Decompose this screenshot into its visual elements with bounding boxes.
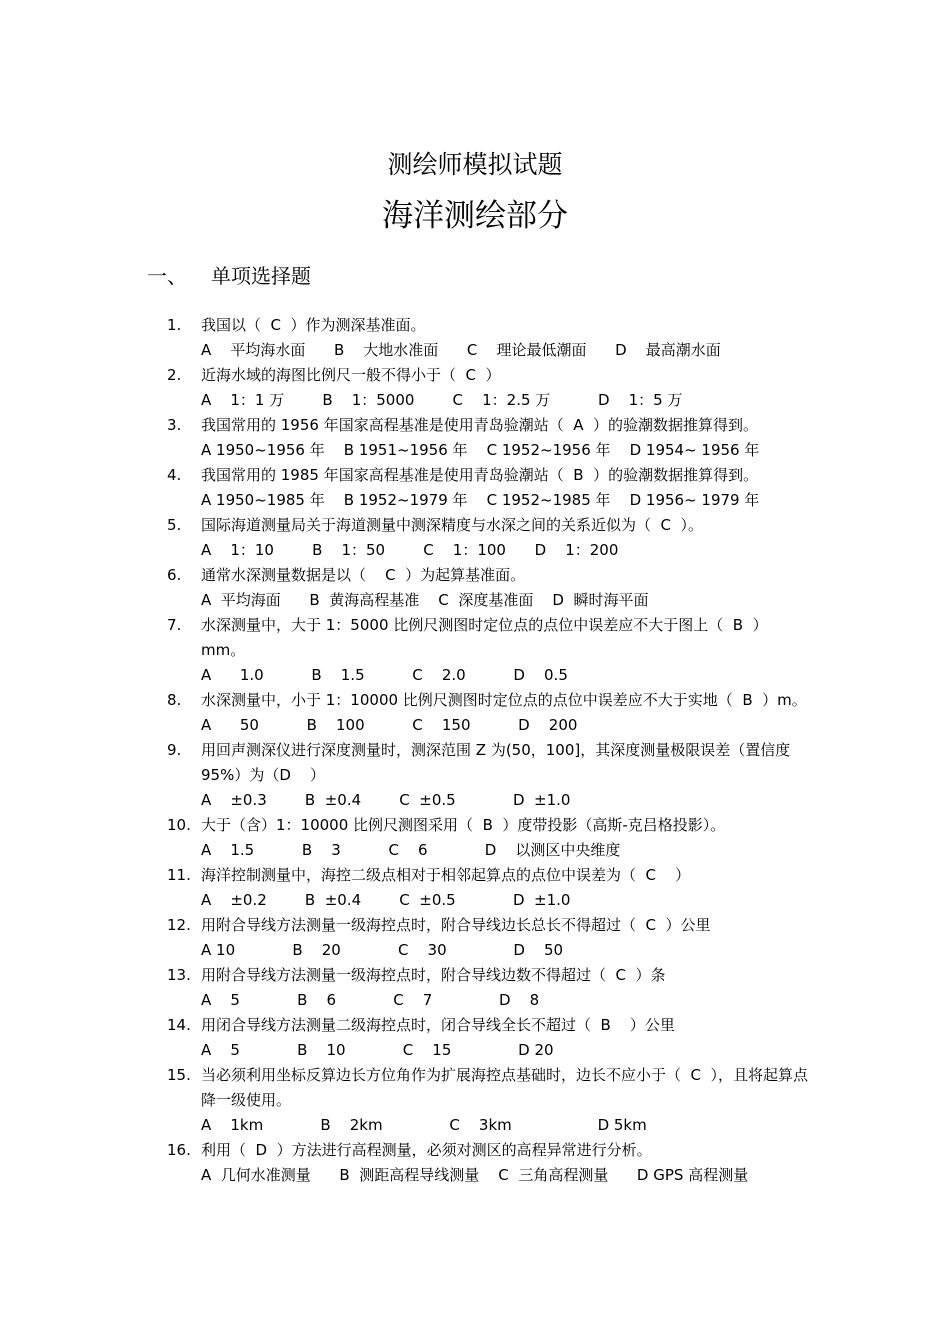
question-options: A 平均海水面 B 大地水准面 C 理论最低潮面 D 最高潮水面 [201,341,721,359]
question-item [0,1138,950,1188]
question-item [0,963,950,1013]
question-item [0,413,950,463]
question-options: A ±0.2 B ±0.4 C ±0.5 D ±1.0 [201,891,571,909]
question-options: A 1.5 B 3 C 6 D 以测区中央维度 [201,841,621,859]
question-number: 9. [167,741,182,759]
question-number: 12. [167,916,191,934]
question-text: 我国以（ C ）作为测深基准面。 [201,316,426,334]
section-heading [147,262,311,290]
question-options: A 10 B 20 C 30 D 50 [201,941,564,959]
question-text: 大于（含）1：10000 比例尺测图采用（ B ）度带投影（高斯-克吕格投影）。 [201,816,726,834]
document-subtitle: 海洋测绘部分 [382,198,568,234]
question-text: 近海水域的海图比例尺一般不得小于（ C ） [201,366,501,384]
question-number: 5. [167,516,182,534]
question-number: 11. [167,866,191,884]
question-options: A 1km B 2km C 3km D 5km [201,1116,647,1134]
question-number: 2. [167,366,182,384]
question-list [0,313,950,1188]
question-options: A 50 B 100 C 150 D 200 [201,716,578,734]
question-text: 国际海道测量局关于海道测量中测深精度与水深之间的关系近似为（ C ）。 [201,516,704,534]
question-item [0,463,950,513]
question-number: 7. [167,616,182,634]
question-number: 15. [167,1066,191,1084]
section-number: 一、 [147,264,187,288]
question-text: 水深测量中，小于 1：10000 比例尺测图时定位点的点位中误差应不大于实地（ B ）m。 [201,691,807,709]
question-item [0,863,950,913]
question-options: A 1：10 B 1：50 C 1：100 D 1：200 [201,541,619,559]
question-number: 13. [167,966,191,984]
question-options: A ±0.3 B ±0.4 C ±0.5 D ±1.0 [201,791,571,809]
question-options: A 平均海面 B 黄海高程基准 C 深度基准面 D 瞬时海平面 [201,591,649,609]
question-text: 通常水深测量数据是以（ C ）为起算基准面。 [201,566,526,584]
question-item [0,513,950,563]
question-item [0,1013,950,1063]
question-options: A 1.0 B 1.5 C 2.0 D 0.5 [201,666,568,684]
question-options: A 5 B 10 C 15 D 20 [201,1041,554,1059]
question-item [0,563,950,613]
question-number: 6. [167,566,182,584]
question-text: 当必须利用坐标反算边长方位角作为扩展海控点基础时，边长不应小于（ C ），且将起算点降一级使用。 [201,1066,809,1109]
question-text: 用附合导线方法测量一级海控点时，附合导线边长总长不得超过（ C ）公里 [201,916,711,934]
question-item [0,913,950,963]
section-label: 单项选择题 [211,264,311,288]
question-options: A 5 B 6 C 7 D 8 [201,991,540,1009]
question-number: 10. [167,816,191,834]
question-item [0,1063,950,1138]
question-text: 用闭合导线方法测量二级海控点时，闭合导线全长不超过（ B ）公里 [201,1016,675,1034]
question-options: A 1950~1956 年 B 1951~1956 年 C 1952~1956 年 D 1954~ 1956 年 [201,441,760,459]
question-item [0,613,950,688]
question-number: 4. [167,466,182,484]
question-text: 水深测量中，大于 1：5000 比例尺测图时定位点的点位中误差应不大于图上（ B ）mm。 [201,616,768,659]
question-text: 用回声测深仪进行深度测量时，测深范围 Z 为(50，100]，其深度测量极限误差（置信度 95%）为（D ） [201,741,796,784]
question-number: 3. [167,416,182,434]
question-item [0,813,950,863]
question-options: A 1950~1985 年 B 1952~1979 年 C 1952~1985 年 D 1956~ 1979 年 [201,491,760,509]
question-text: 海洋控制测量中，海控二级点相对于相邻起算点的点位中误差为（ C ） [201,866,691,884]
document-title: 测绘师模拟试题 [387,150,563,179]
question-number: 14. [167,1016,191,1034]
question-item [0,688,950,738]
question-options: A 几何水准测量 B 测距高程导线测量 C 三角高程测量 D GPS 高程测量 [201,1166,749,1184]
question-item [0,363,950,413]
question-text: 我国常用的 1956 年国家高程基准是使用青岛验潮站（ A ）的验潮数据推算得到。 [201,416,759,434]
question-item [0,313,950,363]
question-item [0,738,950,813]
question-number: 16. [167,1141,191,1159]
question-text: 用附合导线方法测量一级海控点时，附合导线边数不得超过（ C ）条 [201,966,666,984]
question-number: 8. [167,691,182,709]
question-number: 1. [167,316,182,334]
question-text: 利用（ D ）方法进行高程测量，必须对测区的高程异常进行分析。 [201,1141,652,1159]
question-options: A 1：1 万 B 1：5000 C 1：2.5 万 D 1：5 万 [201,391,683,409]
question-text: 我国常用的 1985 年国家高程基准是使用青岛验潮站（ B ）的验潮数据推算得到。 [201,466,759,484]
